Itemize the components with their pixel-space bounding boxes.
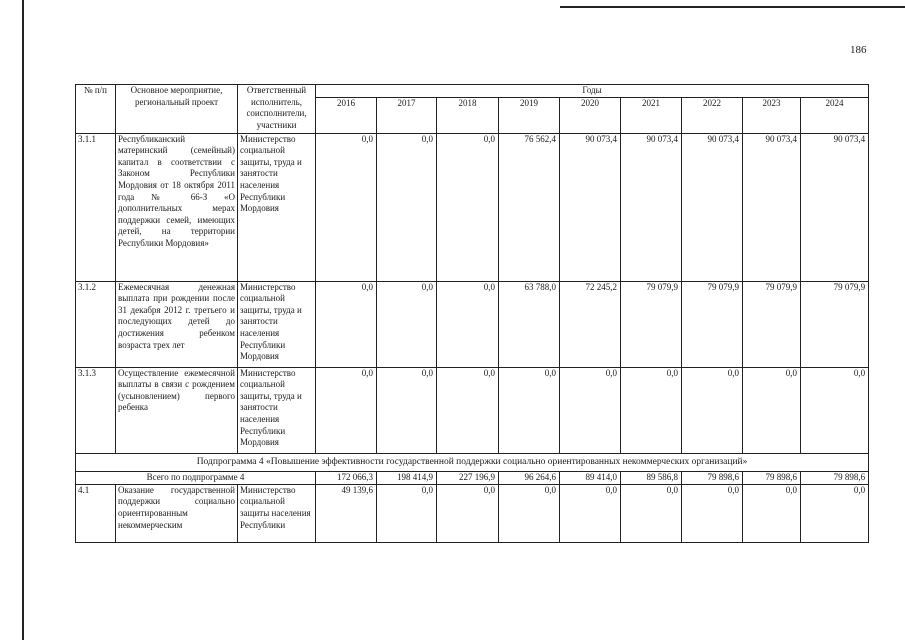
- value-cell: 0,0: [377, 281, 437, 367]
- value-cell: 0,0: [621, 484, 682, 542]
- value-cell: 63 788,0: [499, 281, 560, 367]
- value-cell: 0,0: [682, 484, 743, 542]
- year-cell: 2020: [560, 97, 621, 133]
- row-num: 3.1.3: [76, 367, 116, 453]
- value-cell: 0,0: [743, 484, 801, 542]
- total-value-cell: 79 898,6: [743, 472, 801, 485]
- row-num: 3.1.1: [76, 133, 116, 281]
- row-event: Оказание государственной поддержки социально ориентированным некоммерческим: [116, 484, 238, 542]
- page-number: 186: [850, 44, 867, 56]
- value-cell: 90 073,4: [801, 133, 869, 281]
- value-cell: 0,0: [377, 367, 437, 453]
- value-cell: 0,0: [437, 367, 499, 453]
- subprogram-row: [76, 453, 869, 472]
- header-responsible: Ответственный исполнитель, соисполнители, участники: [238, 85, 316, 134]
- row-num: 4.1: [76, 484, 116, 542]
- year-cell: 2021: [621, 97, 682, 133]
- table-row: [76, 281, 869, 367]
- value-cell: 0,0: [743, 367, 801, 453]
- table-row: [76, 367, 869, 453]
- row-responsible: Министерство социальной защиты, труда и занятости населения Республики Мордовия: [238, 367, 316, 453]
- year-cell: 2018: [437, 97, 499, 133]
- total-value-cell: 89 414,0: [560, 472, 621, 485]
- value-cell: 0,0: [560, 484, 621, 542]
- table-row: [76, 133, 869, 281]
- value-cell: 0,0: [621, 367, 682, 453]
- header-row: [76, 85, 869, 98]
- value-cell: 0,0: [560, 367, 621, 453]
- value-cell: 0,0: [437, 133, 499, 281]
- value-cell: 90 073,4: [682, 133, 743, 281]
- value-cell: 90 073,4: [743, 133, 801, 281]
- total-value-cell: 79 898,6: [801, 472, 869, 485]
- value-cell: 79 079,9: [743, 281, 801, 367]
- value-cell: 90 073,4: [621, 133, 682, 281]
- scan-edge-top: [560, 6, 905, 8]
- table-row: [76, 484, 869, 542]
- total-value-cell: 89 586,8: [621, 472, 682, 485]
- row-responsible: Министерство социальной защиты, труда и занятости населения Республики Мордовия: [238, 281, 316, 367]
- program-table: [75, 84, 869, 543]
- header-num: № п/п: [76, 85, 116, 134]
- value-cell: 0,0: [437, 281, 499, 367]
- value-cell: 0,0: [377, 484, 437, 542]
- value-cell: 79 079,9: [621, 281, 682, 367]
- value-cell: 90 073,4: [560, 133, 621, 281]
- row-responsible: Министерство социальной защиты населения Республики: [238, 484, 316, 542]
- value-cell: 0,0: [316, 281, 377, 367]
- total-value-cell: 198 414,9: [377, 472, 437, 485]
- year-cell: 2016: [316, 97, 377, 133]
- value-cell: 0,0: [499, 367, 560, 453]
- header-event: Основное мероприятие, региональный проект: [116, 85, 238, 134]
- value-cell: 76 562,4: [499, 133, 560, 281]
- value-cell: 0,0: [316, 133, 377, 281]
- year-cell: 2019: [499, 97, 560, 133]
- value-cell: 0,0: [801, 367, 869, 453]
- year-cell: 2017: [377, 97, 437, 133]
- value-cell: 72 245,2: [560, 281, 621, 367]
- total-value-cell: 227 196,9: [437, 472, 499, 485]
- value-cell: 0,0: [682, 367, 743, 453]
- row-event: Ежемесячная денежная выплата при рождении после 31 декабря 2012 г. третьего и последующих детей до достижения ребенком возраста трех лет: [116, 281, 238, 367]
- year-cell: 2024: [801, 97, 869, 133]
- value-cell: 0,0: [316, 367, 377, 453]
- row-event: Осуществление ежемесячной выплаты в связи с рождением (усыновлением) первого ребенка: [116, 367, 238, 453]
- value-cell: 79 079,9: [801, 281, 869, 367]
- value-cell: 49 139,6: [316, 484, 377, 542]
- row-responsible: Министерство социальной защиты, труда и занятости населения Республики Мордовия: [238, 133, 316, 281]
- scan-edge-left: [22, 0, 24, 640]
- year-cell: 2022: [682, 97, 743, 133]
- value-cell: 0,0: [801, 484, 869, 542]
- row-num: 3.1.2: [76, 281, 116, 367]
- value-cell: 79 079,9: [682, 281, 743, 367]
- value-cell: 0,0: [499, 484, 560, 542]
- year-cell: 2023: [743, 97, 801, 133]
- header-years: Годы: [316, 85, 869, 98]
- subprogram-total-row: [76, 472, 869, 485]
- value-cell: 0,0: [437, 484, 499, 542]
- value-cell: 0,0: [377, 133, 437, 281]
- subprogram-total-label: Всего по подпрограмме 4: [76, 472, 316, 485]
- row-event: Республиканский материнский (семейный) капитал в соответствии с Законом Республики Мордовия от 18 октября 2011 года № 66-З «О дополнительных мерах поддержки семей, имеющих детей, на территории Республики Мордовия»: [116, 133, 238, 281]
- total-value-cell: 96 264,6: [499, 472, 560, 485]
- total-value-cell: 79 898,6: [682, 472, 743, 485]
- total-value-cell: 172 066,3: [316, 472, 377, 485]
- subprogram-title: Подпрограмма 4 «Повышение эффективности государственной поддержки социально ориентированных некоммерческих организаций»: [76, 453, 869, 472]
